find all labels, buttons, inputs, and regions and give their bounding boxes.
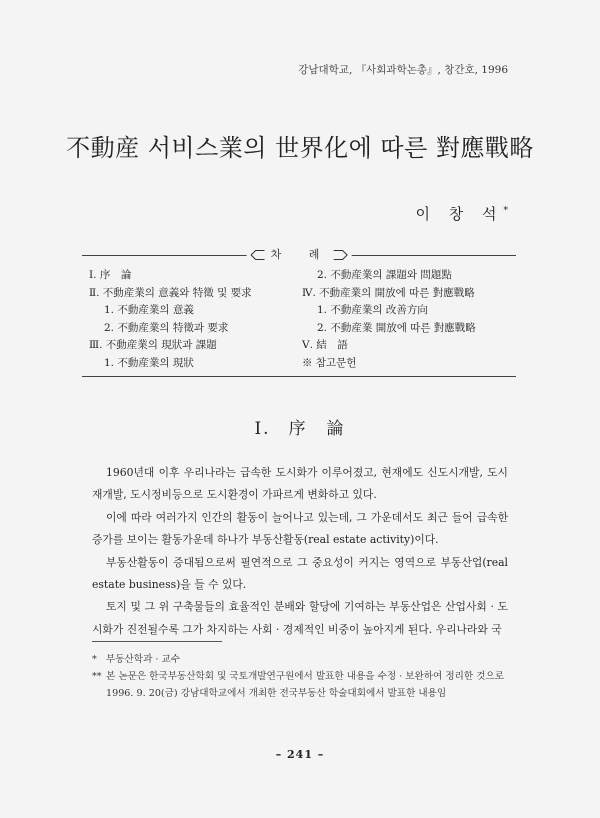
footnote-mark: * <box>92 654 97 665</box>
body-paragraph: 부동산활동이 증대됨으로써 필연적으로 그 중요성이 커지는 영역으로 부동산업(real estate business)을 들 수 있다. <box>92 555 508 592</box>
toc-item: Ⅴ. 結 語 <box>302 339 348 352</box>
toc-left-column <box>89 267 252 373</box>
author-name <box>415 203 508 224</box>
toc-item: Ⅰ. 序 論 <box>89 269 132 281</box>
footnote-divider <box>92 641 222 642</box>
footnote-author <box>92 651 512 668</box>
body-text <box>92 462 508 641</box>
toc-item: ※ 참고문헌 <box>302 356 357 369</box>
toc-item: Ⅲ. 不動産業의 現狀과 課題 <box>89 339 217 352</box>
toc-subitem: 1. 不動産業의 現狀 <box>104 356 194 369</box>
section-heading <box>0 414 600 439</box>
page-number: – 241 – <box>275 748 325 761</box>
toc-item: Ⅳ. 不動産業의 開放에 따른 對應戰略 <box>302 286 475 299</box>
footnote-mark: ** <box>92 671 102 682</box>
footnote-text: 본 논문은 한국부동산학회 및 국토개발연구원에서 발표한 내용을 수정 · 보완하여 정리한 것으로 <box>106 671 505 682</box>
author-footnote-mark: * <box>503 206 508 216</box>
footnote-paper-note <box>92 668 512 685</box>
section-numeral: Ⅰ. <box>254 419 271 439</box>
section-title-text: 序 論 <box>288 419 346 439</box>
toc-heading <box>247 246 352 262</box>
footnotes <box>92 651 512 702</box>
table-of-contents <box>82 248 516 377</box>
toc-heading-label: 차 례 <box>270 248 332 261</box>
toc-subitem: 2. 不動産業의 特徵과 要求 <box>104 321 229 334</box>
toc-subitem: 2. 不動産業의 課題와 問題點 <box>317 269 452 281</box>
footnote-continuation: 1996. 9. 20(금) 강남대학교에서 개최한 전국부동산 학술대회에서 발표한 내용임 <box>106 688 447 699</box>
body-paragraph: 토지 및 그 위 구축물들의 효율적인 분배와 할당에 기여하는 부동산업은 산업사회 · 도시화가 진전될수록 그가 차지하는 사회 · 경제적인 비중이 높아지게 된다. 우리나라와 국 <box>92 600 508 636</box>
body-paragraph: 1960년대 이후 우리나라는 급속한 도시화가 이루어졌고, 현재에도 신도시개발, 도시재개발, 도시정비등으로 도시환경이 가파르게 변화하고 있다. <box>92 466 508 502</box>
body-paragraph: 이에 따라 여러가지 인간의 활동이 늘어나고 있는데, 그 가운데서도 최근 들어 급속한 증가를 보이는 활동가운데 하나가 부동산활동(real estate activity)이다. <box>92 510 508 547</box>
right-arrow-bracket-icon <box>333 250 347 260</box>
journal-citation: 강남대학교, 『사회과학논총』, 창간호, 1996 <box>298 64 508 76</box>
toc-subitem: 2. 不動産業 開放에 따른 對應戰略 <box>317 321 476 334</box>
paper-title: 不動産 서비스業의 世界化에 따른 對應戰略 <box>66 134 534 162</box>
toc-subitem: 1. 不動産業의 意義 <box>104 304 194 317</box>
footnote-text: 부동산학과 · 교수 <box>106 654 181 665</box>
toc-right-column <box>302 267 476 373</box>
toc-subitem: 1. 不動産業의 改善方向 <box>317 304 428 317</box>
left-arrow-bracket-icon <box>251 250 265 260</box>
toc-item: Ⅱ. 不動産業의 意義와 特徵 및 要求 <box>89 286 252 299</box>
author-name-text: 이 창 석 <box>415 205 504 223</box>
